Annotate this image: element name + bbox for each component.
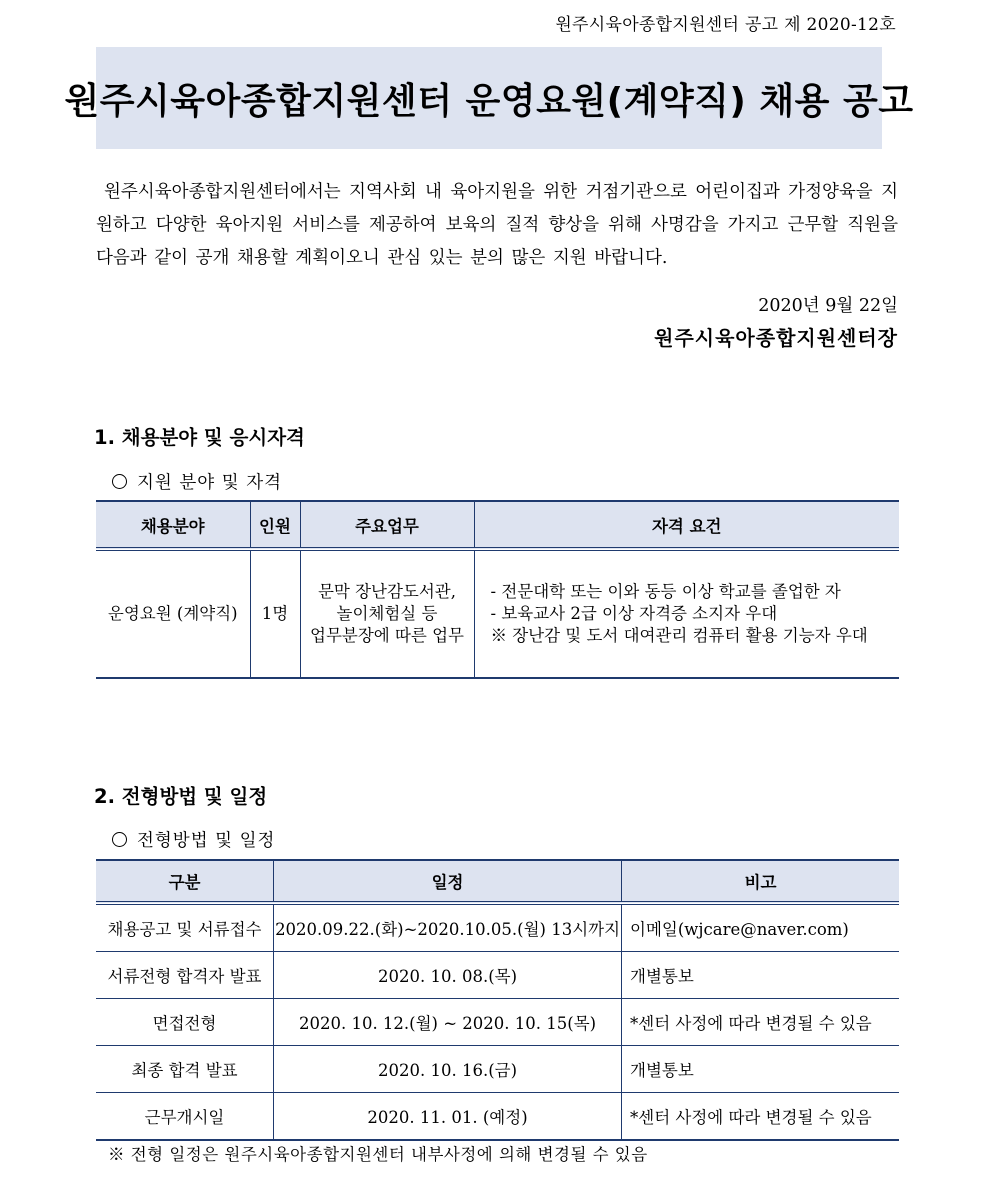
circle-bullet-icon — [112, 832, 127, 847]
header-category: 구분 — [96, 860, 274, 903]
cell-remarks: *센터 사정에 따라 변경될 수 있음 — [622, 999, 899, 1046]
requirement-line: - 보육교사 2급 이상 자격증 소지자 우대 — [490, 604, 778, 623]
announcement-date: 2020년 9월 22일 — [758, 296, 898, 316]
notice-number: 원주시육아종합지원센터 공고 제 2020-12호 — [555, 15, 896, 35]
cell-remarks: 개별통보 — [622, 952, 899, 999]
cell-remarks: 이메일(wjcare@naver.com) — [622, 903, 899, 952]
table-row — [96, 1093, 899, 1141]
cell-count: 1명 — [250, 549, 300, 678]
table-row — [96, 952, 899, 999]
schedule-table — [96, 859, 899, 1141]
section2-heading: 2. 전형방법 및 일정 — [94, 785, 268, 808]
intro-paragraph: 원주시육아종합지원센터에서는 지역사회 내 육아지원을 위한 거점기관으로 어린이집과 가정양육을 지원하고 다양한 육아지원 서비스를 제공하여 보육의 질적 향상을 위해 사명감을 가지고 근무할 직원을 다음과 같이 공개 채용할 계획이오니 관심 있는 분의 많은 지원 바랍니다. — [96, 182, 898, 268]
circle-bullet-icon — [112, 474, 127, 489]
cell-schedule: 2020. 10. 16.(금) — [274, 1046, 622, 1093]
duty-line: 문막 장난감도서관, — [317, 582, 456, 601]
header-field: 채용분야 — [96, 501, 250, 549]
table-row — [96, 549, 899, 678]
cell-remarks: *센터 사정에 따라 변경될 수 있음 — [622, 1093, 899, 1141]
section1-heading: 1. 채용분야 및 응시자격 — [94, 426, 305, 449]
header-count: 인원 — [250, 501, 300, 549]
section1-subheading — [112, 469, 282, 494]
header-requirements: 자격 요건 — [474, 501, 899, 549]
qualification-table — [96, 500, 899, 679]
header-schedule: 일정 — [274, 860, 622, 903]
title-banner — [64, 47, 914, 149]
cell-category: 근무개시일 — [96, 1093, 274, 1141]
cell-remarks: 개별통보 — [622, 1046, 899, 1093]
cell-category: 채용공고 및 서류접수 — [96, 903, 274, 952]
table-header-row — [96, 501, 899, 549]
cell-category: 서류전형 합격자 발표 — [96, 952, 274, 999]
schedule-footnote: ※ 전형 일정은 원주시육아종합지원센터 내부사정에 의해 변경될 수 있음 — [108, 1145, 648, 1164]
cell-schedule: 2020. 10. 08.(목) — [274, 952, 622, 999]
table-row — [96, 999, 899, 1046]
cell-field: 운영요원 (계약직) — [96, 549, 250, 678]
table-header-row — [96, 860, 899, 903]
header-remarks: 비고 — [622, 860, 899, 903]
signature: 원주시육아종합지원센터장 — [654, 326, 898, 350]
duty-line: 놀이체험실 등 — [336, 604, 438, 623]
cell-duties — [300, 549, 474, 678]
section1-subheading-label: 지원 분야 및 자격 — [137, 473, 283, 493]
section2-subheading-label: 전형방법 및 일정 — [137, 831, 276, 851]
page-title: 원주시육아종합지원센터 운영요원(계약직) 채용 공고 — [64, 80, 914, 122]
cell-schedule: 2020. 10. 12.(월) ~ 2020. 10. 15(목) — [274, 999, 622, 1046]
cell-category: 면접전형 — [96, 999, 274, 1046]
table-row — [96, 903, 899, 952]
cell-category: 최종 합격 발표 — [96, 1046, 274, 1093]
requirement-line: ※ 장난감 및 도서 대여관리 컴퓨터 활용 기능자 우대 — [490, 626, 868, 645]
duty-line: 업무분장에 따른 업무 — [310, 626, 464, 645]
requirement-line: - 전문대학 또는 이와 동등 이상 학교를 졸업한 자 — [490, 582, 841, 601]
cell-requirements — [474, 549, 899, 678]
cell-schedule: 2020. 11. 01. (예정) — [274, 1093, 622, 1141]
section2-subheading — [112, 827, 275, 852]
header-duties: 주요업무 — [300, 501, 474, 549]
cell-schedule: 2020.09.22.(화)~2020.10.05.(월) 13시까지 — [274, 903, 622, 952]
table-row — [96, 1046, 899, 1093]
